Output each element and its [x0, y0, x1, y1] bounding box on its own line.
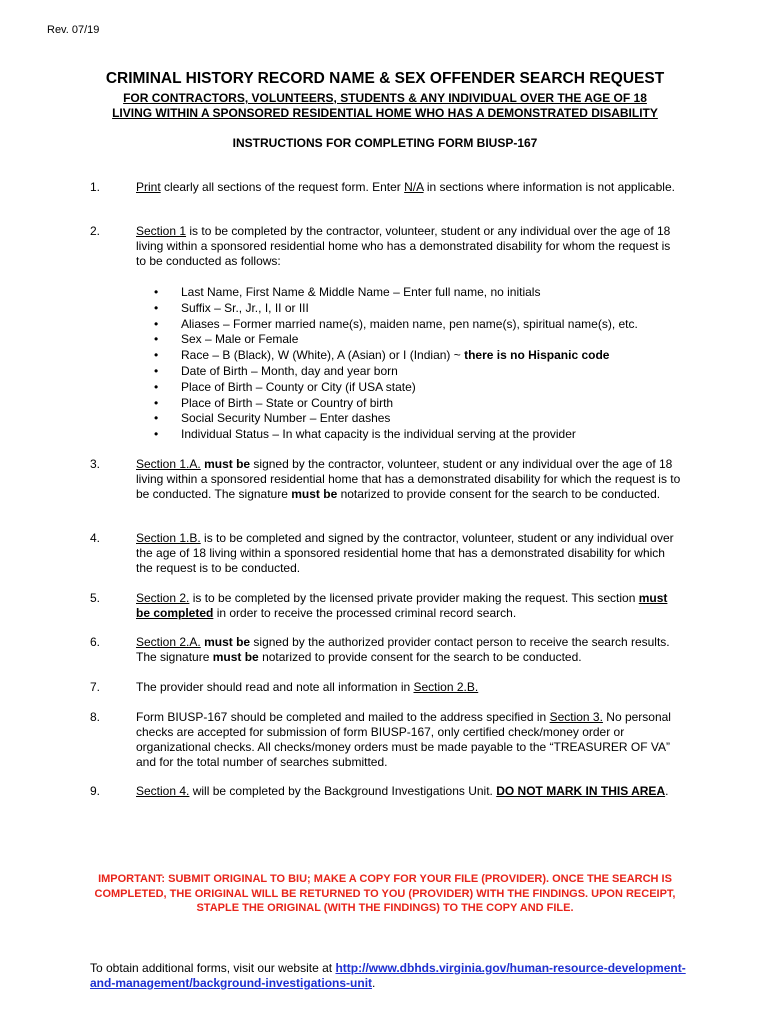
item-number: 3. — [90, 457, 101, 471]
list-item: • Race – B (Black), W (White), A (Asian) or I (Indian) ~ there is no Hispanic code — [154, 348, 610, 363]
bullet-icon: • — [154, 348, 159, 363]
item-text: Section 2.A. must be signed by the authorized provider contact person to receive the search results. The signature must be notarized to provide consent for the search to be conducted. — [136, 635, 670, 664]
list-item: • Sex – Male or Female — [154, 332, 299, 347]
bullet-icon: • — [154, 332, 159, 347]
section1-field-list — [154, 285, 714, 443]
item-text: Form BIUSP-167 should be completed and mailed to the address specified in Section 3. No personal checks are accepted for submission of form BIUSP-167, only certified check/money order or organizational checks. All checks/money orders must be made payable to the “TREASURER OF VA” and for the total number of searches submitted. — [136, 710, 671, 769]
list-item: • Suffix – Sr., Jr., I, II or III — [154, 300, 309, 315]
item-number: 9. — [90, 784, 101, 798]
list-item: • Last Name, First Name & Middle Name – Enter full name, no initials — [154, 285, 541, 299]
revision-label: Rev. 07/19 — [47, 24, 100, 36]
item-number: 1. — [90, 180, 101, 194]
list-item: • Individual Status – In what capacity is the individual serving at the provider — [154, 427, 576, 442]
item-text: Section 2. is to be completed by the licensed private provider making the request. This section must be completed in order to receive the processed criminal record search. — [136, 591, 668, 620]
form-subtitle-line2: LIVING WITHIN A SPONSORED RESIDENTIAL HOME WHO HAS A DEMONSTRATED DISABILITY — [112, 106, 658, 120]
item-number: 5. — [90, 591, 101, 605]
item-text: Section 1 is to be completed by the contractor, volunteer, student or any individual over the age of 18 living within a sponsored residential home who has a demonstrated disability for whom the request is to be conducted as follows: — [136, 224, 671, 268]
item-text: The provider should read and note all information in Section 2.B. — [136, 680, 479, 694]
form-title: CRIMINAL HISTORY RECORD NAME & SEX OFFENDER SEARCH REQUEST — [105, 70, 665, 87]
item-text: Section 4. will be completed by the Background Investigations Unit. DO NOT MARK IN THIS AREA. — [136, 784, 669, 798]
item-number: 7. — [90, 680, 101, 694]
item-text: Section 1.A. must be signed by the contractor, volunteer, student or any individual over the age of 18 living within a sponsored residential home that has a demonstrated disability for which the request is to be conducted. The signature must be notarized to provide consent for the search to be conducted. — [136, 457, 681, 501]
footer-prefix: To obtain additional forms, visit our website at — [90, 961, 336, 975]
instructions-heading: INSTRUCTIONS FOR COMPLETING FORM BIUSP-167 — [232, 136, 538, 150]
form-subtitle-line1: FOR CONTRACTORS, VOLUNTEERS, STUDENTS & ANY INDIVIDUAL OVER THE AGE OF 18 — [123, 91, 647, 105]
item-number: 4. — [90, 531, 101, 545]
item-number: 2. — [90, 224, 101, 238]
item-number: 6. — [90, 635, 101, 649]
bullet-icon: • — [154, 427, 159, 442]
list-item: • Date of Birth – Month, day and year born — [154, 363, 398, 378]
list-item: • Aliases – Former married name(s), maiden name, pen name(s), spiritual name(s), etc. — [154, 316, 638, 331]
item-text: Print clearly all sections of the request form. Enter N/A in sections where information is not applicable. — [136, 180, 675, 194]
bullet-icon: • — [154, 285, 159, 299]
list-item: • Place of Birth – State or Country of birth — [154, 395, 394, 410]
website-link[interactable]: http://www.dbhds.virginia.gov/human-resource-development-and-management/background-investigations-unit — [90, 961, 686, 990]
item-number: 8. — [90, 710, 101, 724]
bullet-icon: • — [154, 379, 159, 394]
race-emphasis: there is no Hispanic code — [464, 348, 610, 363]
important-notice: IMPORTANT: SUBMIT ORIGINAL TO BIU; MAKE A COPY FOR YOUR FILE (PROVIDER). ONCE THE SEARCH IS COMPLETED, THE ORIGINAL WILL BE RETURNED TO YOU (PROVIDER) WITH THE FINDINGS. UPON RECEIPT, STAPLE THE ORIGINAL (WITH THE FINDINGS) TO THE COPY AND FILE. — [94, 873, 676, 914]
list-item: • Social Security Number – Enter dashes — [154, 411, 391, 426]
footer-note — [90, 961, 690, 991]
bullet-icon: • — [154, 363, 159, 378]
bullet-icon: • — [154, 411, 159, 426]
bullet-icon: • — [154, 300, 159, 315]
bullet-icon: • — [154, 395, 159, 410]
footer-suffix: . — [372, 976, 376, 990]
bullet-icon: • — [154, 316, 159, 331]
item-text: Section 1.B. is to be completed and signed by the contractor, volunteer, student or any individual over the age of 18 living within a sponsored residential home that has a demonstrated disability for which the request is to be conducted. — [136, 531, 674, 575]
list-item: • Place of Birth – County or City (if USA state) — [154, 379, 416, 394]
